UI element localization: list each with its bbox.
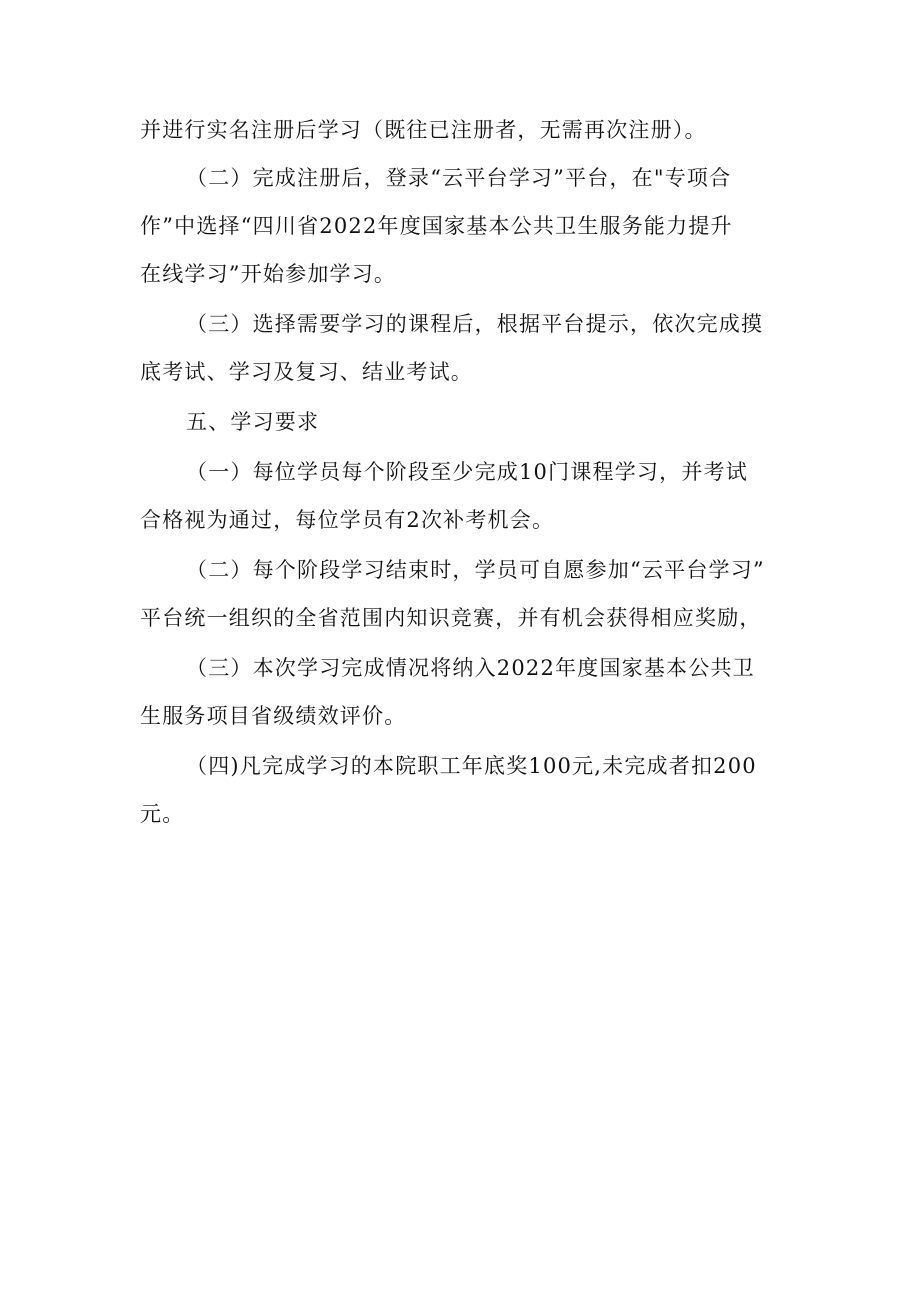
paragraph-line: （四)凡完成学习的本院职工年底奖100元,未完成者扣200: [186, 754, 757, 778]
paragraph-line: （二）每个阶段学习结束时，学员可自愿参加“云平台学习”: [186, 558, 765, 582]
paragraph-line: （二）完成注册后，登录“云平台学习”平台，在"专项合: [186, 166, 732, 190]
paragraph-line: 平台统一组织的全省范围内知识竞赛，并有机会获得相应奖励，: [140, 606, 762, 630]
section-heading: 五、学习要求: [186, 410, 320, 434]
paragraph-line: 元。: [140, 802, 185, 826]
paragraph-line: 合格视为通过，每位学员有2次补考机会。: [140, 508, 555, 532]
paragraph-line: 生服务项目省级绩效评价。: [140, 704, 407, 728]
paragraph-line: （三）本次学习完成情况将纳入2022年度国家基本公共卫: [186, 656, 755, 680]
paragraph-line: （三）选择需要学习的课程后，根据平台提示，依次完成摸: [186, 312, 764, 336]
paragraph-line: 底考试、学习及复习、结业考试。: [140, 360, 473, 384]
paragraph-line: 并进行实名注册后学习（既往已注册者，无需再次注册）。: [140, 118, 707, 142]
paragraph-line: （一）每位学员每个阶段至少完成10门课程学习，并考试: [186, 460, 748, 484]
paragraph-line: 在线学习”开始参加学习。: [140, 262, 397, 286]
paragraph-line: 作”中选择“四川省2022年度国家基本公共卫生服务能力提升: [140, 214, 733, 238]
